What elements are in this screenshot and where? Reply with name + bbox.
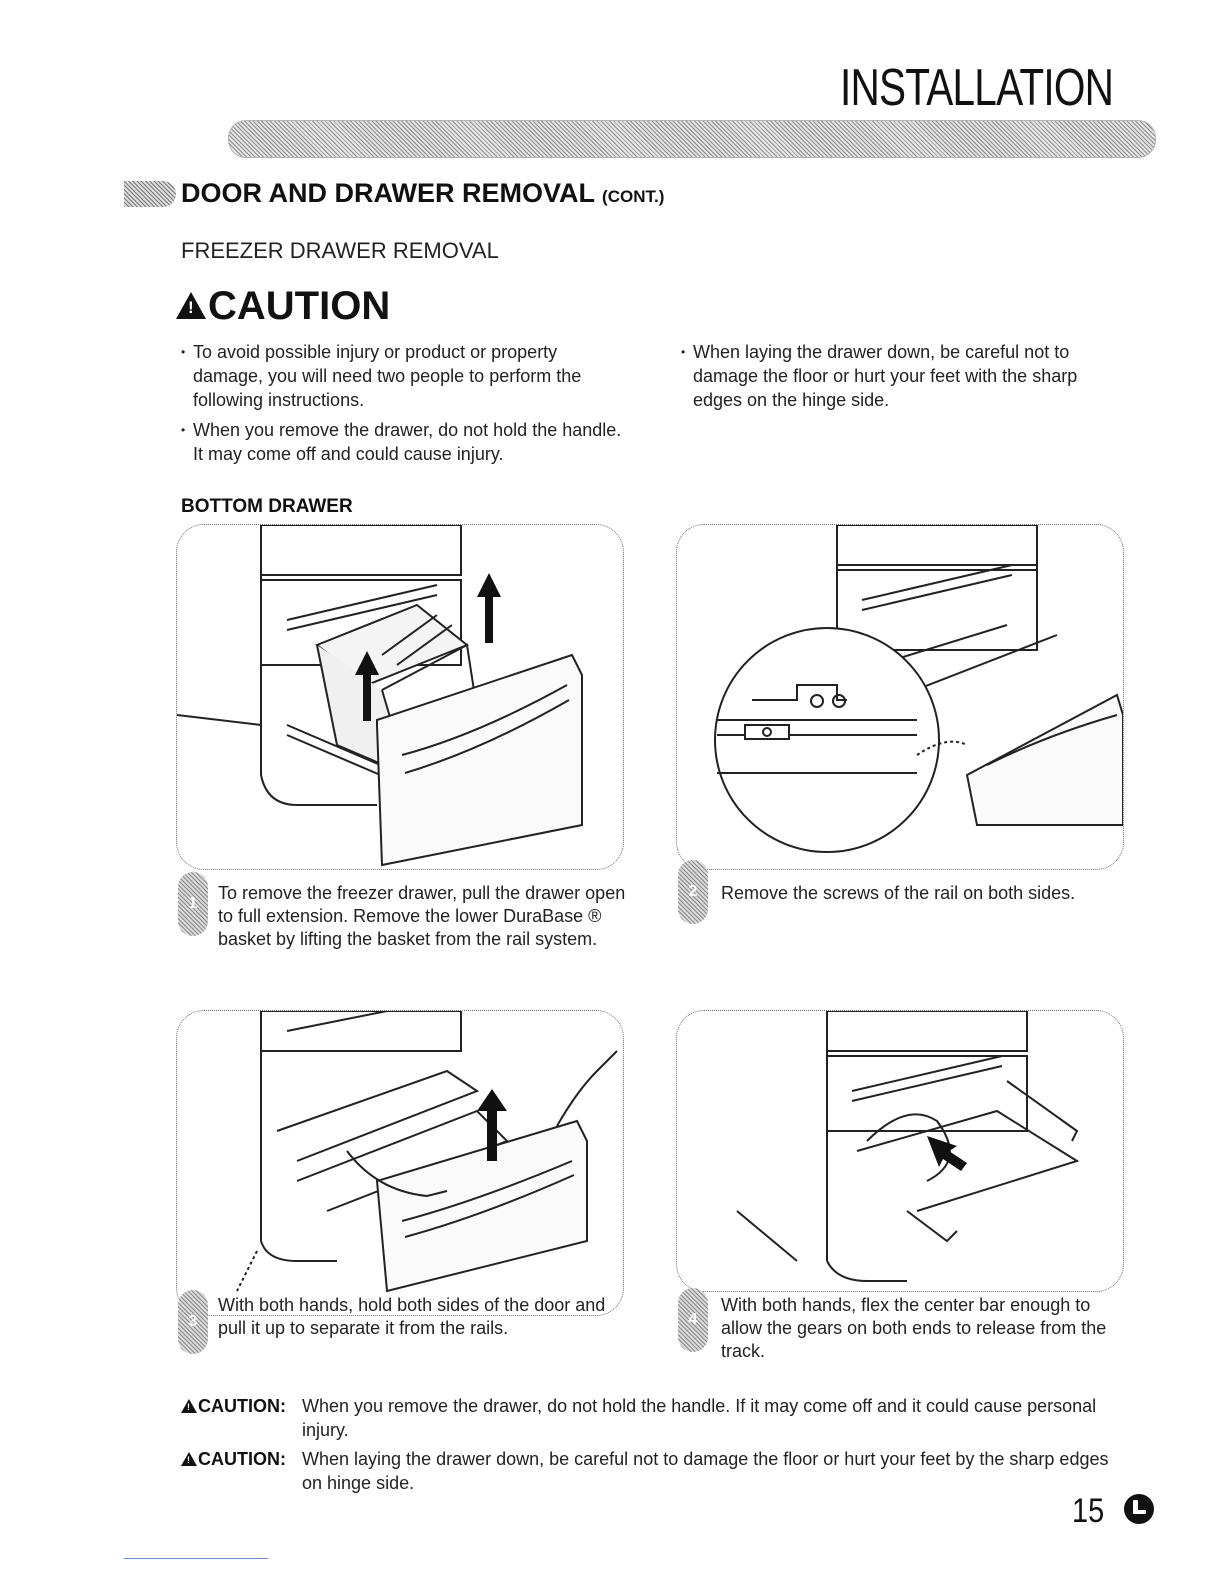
step-3-text: With both hands, hold both sides of the door and pull it up to separate it from the rails. — [218, 1295, 606, 1338]
section-title — [181, 178, 664, 209]
caution-left-column — [181, 340, 631, 472]
step-4-text: With both hands, flex the center bar enough to allow the gears on both ends to release from the track. — [721, 1295, 1107, 1361]
footer-rule — [124, 1558, 268, 1559]
caution-bullet: • To avoid possible injury or product or property damage, you will need two people to perform the following instructions. — [181, 340, 631, 412]
caution-heading — [176, 284, 390, 329]
step-number-badge: 1 — [178, 872, 208, 936]
header-decorative-bar — [228, 120, 1156, 158]
step-number-badge: 2 — [678, 860, 708, 924]
step-number-badge: 4 — [678, 1288, 708, 1352]
step-number-badge: 3 — [178, 1290, 208, 1354]
warning-triangle-icon — [181, 1399, 197, 1413]
footer-caution — [181, 1394, 1141, 1442]
door-lift-illustration — [177, 1011, 623, 1315]
section-title-suffix: (CONT.) — [602, 187, 665, 206]
footer-caution-label — [181, 1396, 286, 1416]
footer-caution-text: When laying the drawer down, be careful not to damage the floor or hurt your feet by the sharp edges on hinge side. — [302, 1449, 1109, 1493]
caution-bullet: • When laying the drawer down, be careful not to damage the floor or hurt your feet with the sharp edges on the hinge side. — [681, 340, 1131, 412]
step-4-illustration — [676, 1010, 1124, 1292]
footer-caution-label-text: CAUTION: — [198, 1396, 286, 1416]
step-3-illustration — [176, 1010, 624, 1316]
warning-triangle-icon — [181, 1452, 197, 1466]
rail-screw-removal-illustration — [677, 525, 1123, 869]
bottom-drawer-title: BOTTOM DRAWER — [181, 496, 353, 517]
page-section-header: INSTALLATION — [840, 59, 1114, 117]
lg-logo-icon — [1124, 1494, 1154, 1524]
section-marker-pill — [124, 181, 176, 207]
caution-heading-text: CAUTION — [208, 284, 391, 328]
step-1-text: To remove the freezer drawer, pull the drawer open to full extension. Remove the lower DuraBase ® basket by lifting the basket from the rail system. — [218, 883, 626, 949]
footer-caution-label-text: CAUTION: — [198, 1449, 286, 1469]
footer-caution — [181, 1447, 1141, 1495]
footer-caution-text: When you remove the drawer, do not hold the handle. If it may come off and it could cause personal injury. — [302, 1396, 1097, 1440]
warning-triangle-icon — [176, 292, 206, 319]
step-2-illustration — [676, 524, 1124, 870]
footer-caution-label — [181, 1449, 286, 1469]
subsection-title: FREEZER DRAWER REMOVAL — [181, 238, 499, 263]
step-1-illustration — [176, 524, 624, 870]
caution-bullet: • When you remove the drawer, do not hold the handle. It may come off and could cause injury. — [181, 418, 631, 466]
caution-right-column — [681, 340, 1131, 418]
section-title-text: DOOR AND DRAWER REMOVAL — [181, 178, 595, 208]
center-bar-flex-illustration — [677, 1011, 1123, 1291]
drawer-basket-lift-illustration — [177, 525, 623, 869]
page-number: 15 — [1072, 1492, 1105, 1530]
step-2-text: Remove the screws of the rail on both sides. — [721, 883, 1076, 903]
